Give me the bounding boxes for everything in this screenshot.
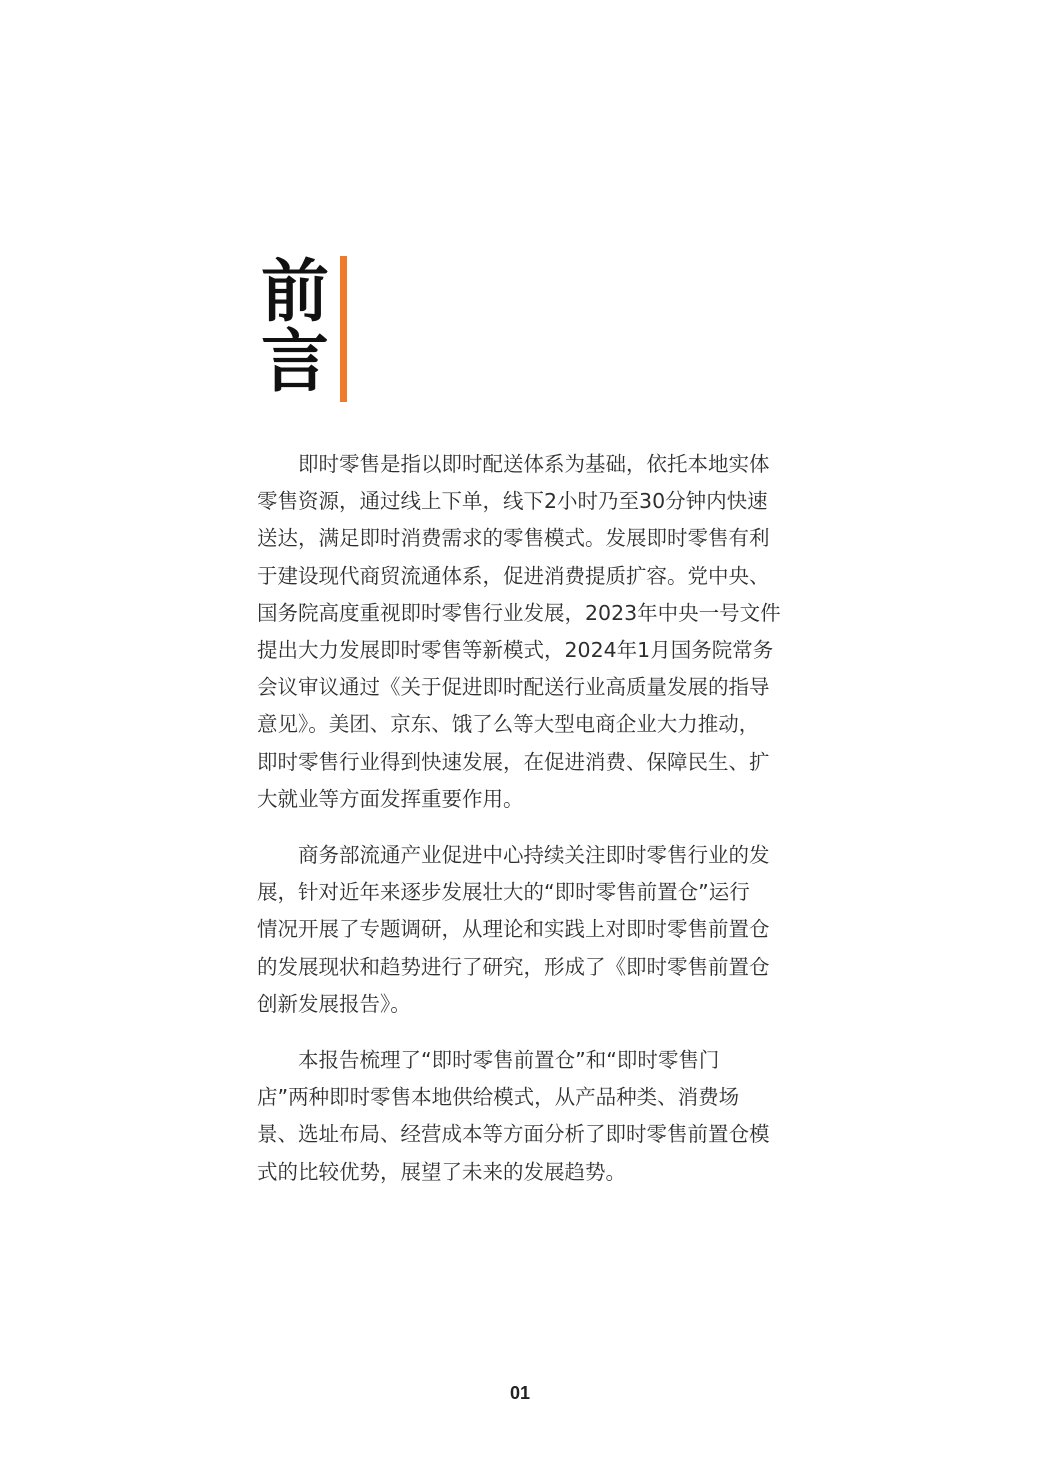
- paragraph-line: 本报告梳理了“即时零售前置仓”和“即时零售门: [298, 1048, 720, 1073]
- paragraph-line: 式的比较优势，展望了未来的发展趋势。: [257, 1159, 626, 1184]
- paragraph-1: [257, 446, 787, 818]
- paragraph-3: [257, 1042, 787, 1191]
- paragraph-line: 于建设现代商贸流通体系，促进消费提质扩容。党中央、: [257, 563, 770, 588]
- paragraph-line: 零售资源，通过线上下单，线下2小时乃至30分钟内快速: [257, 489, 768, 514]
- paragraph-line: 送达，满足即时消费需求的零售模式。发展即时零售有利: [257, 526, 770, 551]
- paragraph-line: 景、选址布局、经营成本等方面分析了即时零售前置仓模: [257, 1122, 770, 1147]
- preface-heading: [258, 253, 358, 402]
- heading-accent-bar: [340, 256, 347, 402]
- paragraph-line: 即时零售是指以即时配送体系为基础，依托本地实体: [298, 452, 770, 476]
- page-number: 01: [509, 1383, 531, 1403]
- paragraph-line: 展，针对近年来逐步发展壮大的“即时零售前置仓”运行: [257, 880, 750, 905]
- preface-body: [257, 446, 787, 1210]
- heading-char-yan: 言: [260, 323, 329, 402]
- paragraph-line: 即时零售行业得到快速发展，在促进消费、保障民生、扩: [257, 749, 770, 774]
- paragraph-line: 大就业等方面发挥重要作用。: [257, 786, 524, 811]
- heading-char-qian: 前: [260, 253, 329, 332]
- paragraph-line: 意见》。美团、京东、饿了么等大型电商企业大力推动，: [257, 712, 760, 737]
- paragraph-line: 情况开展了专题调研，从理论和实践上对即时零售前置仓: [257, 917, 770, 942]
- paragraph-line: 创新发展报告》。: [257, 991, 411, 1016]
- paragraph-line: 的发展现状和趋势进行了研究，形成了《即时零售前置仓: [257, 954, 770, 979]
- paragraph-line: 店”两种即时零售本地供给模式，从产品种类、消费场: [257, 1085, 740, 1110]
- paragraph-line: 会议审议通过《关于促进即时配送行业高质量发展的指导: [257, 675, 770, 700]
- paragraph-line: 国务院高度重视即时零售行业发展，2023年中央一号文件: [257, 600, 781, 625]
- paragraph-2: [257, 837, 787, 1023]
- paragraph-line: 商务部流通产业促进中心持续关注即时零售行业的发: [298, 843, 770, 868]
- paragraph-line: 提出大力发展即时零售等新模式，2024年1月国务院常务: [257, 638, 774, 663]
